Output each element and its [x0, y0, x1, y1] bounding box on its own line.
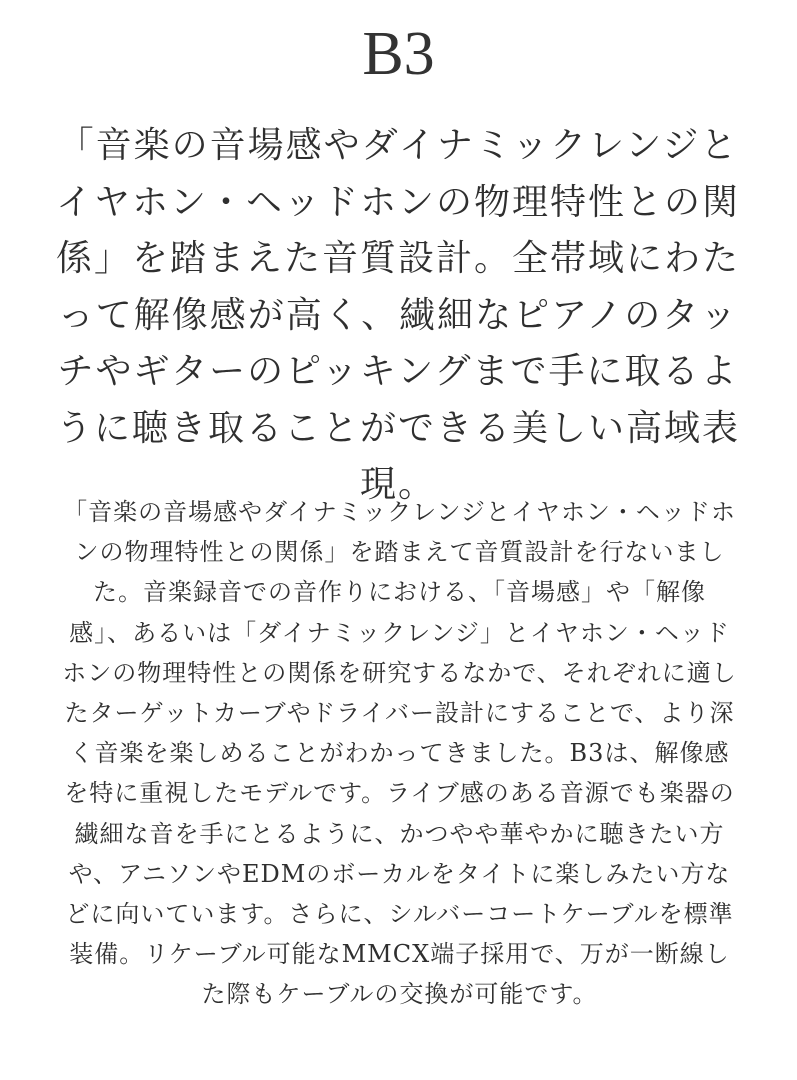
headline-text: 「音楽の音場感やダイナミックレンジとイヤホン・ヘッドホンの物理特性との関係」を踏まえた音質設計。全帯域にわたって解像感が高く、繊細なピアノのタッチやギターのピッキングまで手に取るように聴き取ることができる美しい高域表現。: [55, 125, 740, 505]
product-title: B3: [362, 20, 435, 88]
body-text: 「音楽の音場感やダイナミックレンジとイヤホン・ヘッドホンの物理特性との関係」を踏まえて音質設計を行ないました。音楽録音での音作りにおける、「音場感」や「解像感」、あるいは「ダイナミックレンジ」とイヤホン・ヘッドホンの物理特性との関係を研究するなかで、それぞれに適したターゲットカーブやドライバー設計にすることで、より深く音楽を楽しめることがわかってきました。B3は、解像感を特に重視したモデルです。ライブ感のある音源でも楽器の繊細な音を手にとるように、かつやや華やかに聴きたい方や、アニソンやEDMのボーカルをタイトに楽しみたい方などに向いています。さらに、シルバーコートケーブルを標準装備。リケーブル可能なMMCX端子採用で、万が一断線した際もケーブルの交換が可能です。: [62, 498, 737, 1009]
